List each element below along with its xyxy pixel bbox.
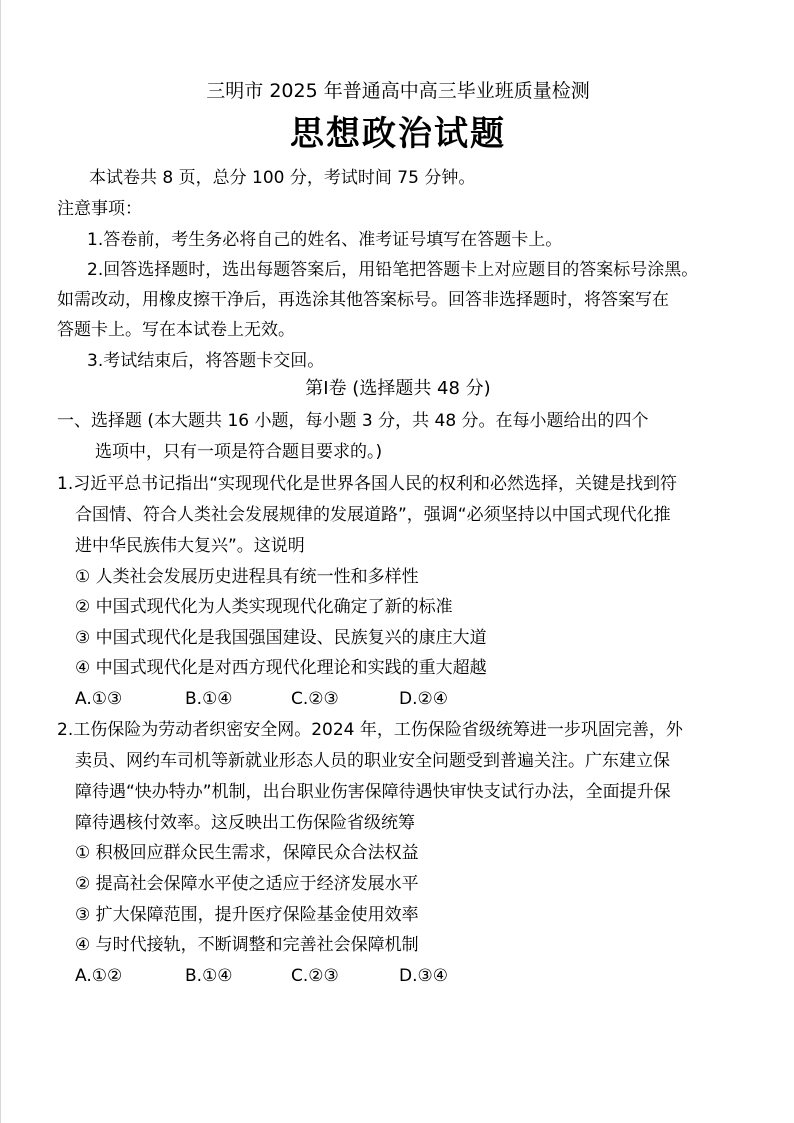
q2-stem-line-4: 障待遇核付效率。这反映出工伤保险省级统筹 bbox=[75, 813, 415, 833]
q2-stem-line-3: 障待遇“快办特办”机制，出台职业伤害保障待遇快审快支试行办法，全面提升保 bbox=[75, 782, 671, 802]
q1-stem-line-3: 进中华民族伟大复兴”。这说明 bbox=[75, 536, 305, 556]
q2-stem-line-2: 卖员、网约车司机等新就业形态人员的职业安全问题受到普遍关注。广东建立保 bbox=[75, 751, 670, 771]
q2-option-d: D.③④ bbox=[399, 966, 448, 986]
q1-stem-line-1: 1.习近平总书记指出“实现现代化是世界各国人民的权利和必然选择，关键是找到符 bbox=[57, 474, 678, 494]
section-instructions-line-1: 一、选择题 (本大题共 16 小题，每小题 3 分，共 48 分。在每小题给出的四个 bbox=[57, 411, 649, 431]
exam-intro: 本试卷共 8 页，总分 100 分，考试时间 75 分钟。 bbox=[89, 168, 476, 188]
q2-statement-3: ③ 扩大保障范围，提升医疗保险基金使用效率 bbox=[75, 905, 419, 925]
q1-option-a: A.①③ bbox=[75, 689, 123, 709]
notice-item-2-line-1: 2.回答选择题时，选出每题答案后，用铅笔把答题卡上对应题目的答案标号涂黑。 bbox=[87, 260, 699, 280]
q2-option-a: A.①② bbox=[75, 966, 123, 986]
q2-statement-1: ① 积极回应群众民生需求，保障民众合法权益 bbox=[75, 843, 419, 863]
q1-stem-line-2: 合国情、符合人类社会发展规律的发展道路”，强调“必须坚持以中国式现代化推 bbox=[75, 505, 671, 525]
notice-item-2-line-2: 如需改动，用橡皮擦干净后，再选涂其他答案标号。回答非选择题时，将答案写在 bbox=[57, 290, 669, 310]
q1-option-d: D.②④ bbox=[399, 689, 448, 709]
notice-item-3: 3.考试结束后，将答题卡交回。 bbox=[87, 351, 325, 371]
q2-option-b: B.①④ bbox=[185, 966, 233, 986]
q2-statement-4: ④ 与时代接轨，不断调整和完善社会保障机制 bbox=[75, 935, 419, 955]
q1-statement-2: ② 中国式现代化为人类实现现代化确定了新的标准 bbox=[75, 597, 453, 617]
q1-statement-3: ③ 中国式现代化是我国强国建设、民族复兴的康庄大道 bbox=[75, 628, 487, 648]
notice-item-2-line-3: 答题卡上。写在本试卷上无效。 bbox=[57, 320, 295, 340]
q1-option-b: B.①④ bbox=[185, 689, 233, 709]
section-title: 第Ⅰ卷 (选择题共 48 分) bbox=[305, 378, 491, 399]
notice-heading: 注意事项： bbox=[57, 199, 142, 219]
exam-title: 思想政治试题 bbox=[290, 114, 506, 154]
section-instructions-line-2: 选项中，只有一项是符合题目要求的。) bbox=[95, 442, 383, 462]
exam-subtitle: 三明市 2025 年普通高中高三毕业班质量检测 bbox=[206, 80, 590, 102]
q1-statement-1: ① 人类社会发展历史进程具有统一性和多样性 bbox=[75, 567, 419, 587]
q2-statement-2: ② 提高社会保障水平使之适应于经济发展水平 bbox=[75, 874, 419, 894]
q2-stem-line-1: 2.工伤保险为劳动者织密安全网。2024 年，工伤保险省级统筹进一步巩固完善，外 bbox=[57, 720, 683, 740]
q1-option-c: C.②③ bbox=[291, 689, 339, 709]
q1-statement-4: ④ 中国式现代化是对西方现代化理论和实践的重大超越 bbox=[75, 658, 487, 678]
q2-option-c: C.②③ bbox=[291, 966, 339, 986]
notice-item-1: 1.答卷前，考生务必将自己的姓名、准考证号填写在答题卡上。 bbox=[87, 230, 563, 250]
